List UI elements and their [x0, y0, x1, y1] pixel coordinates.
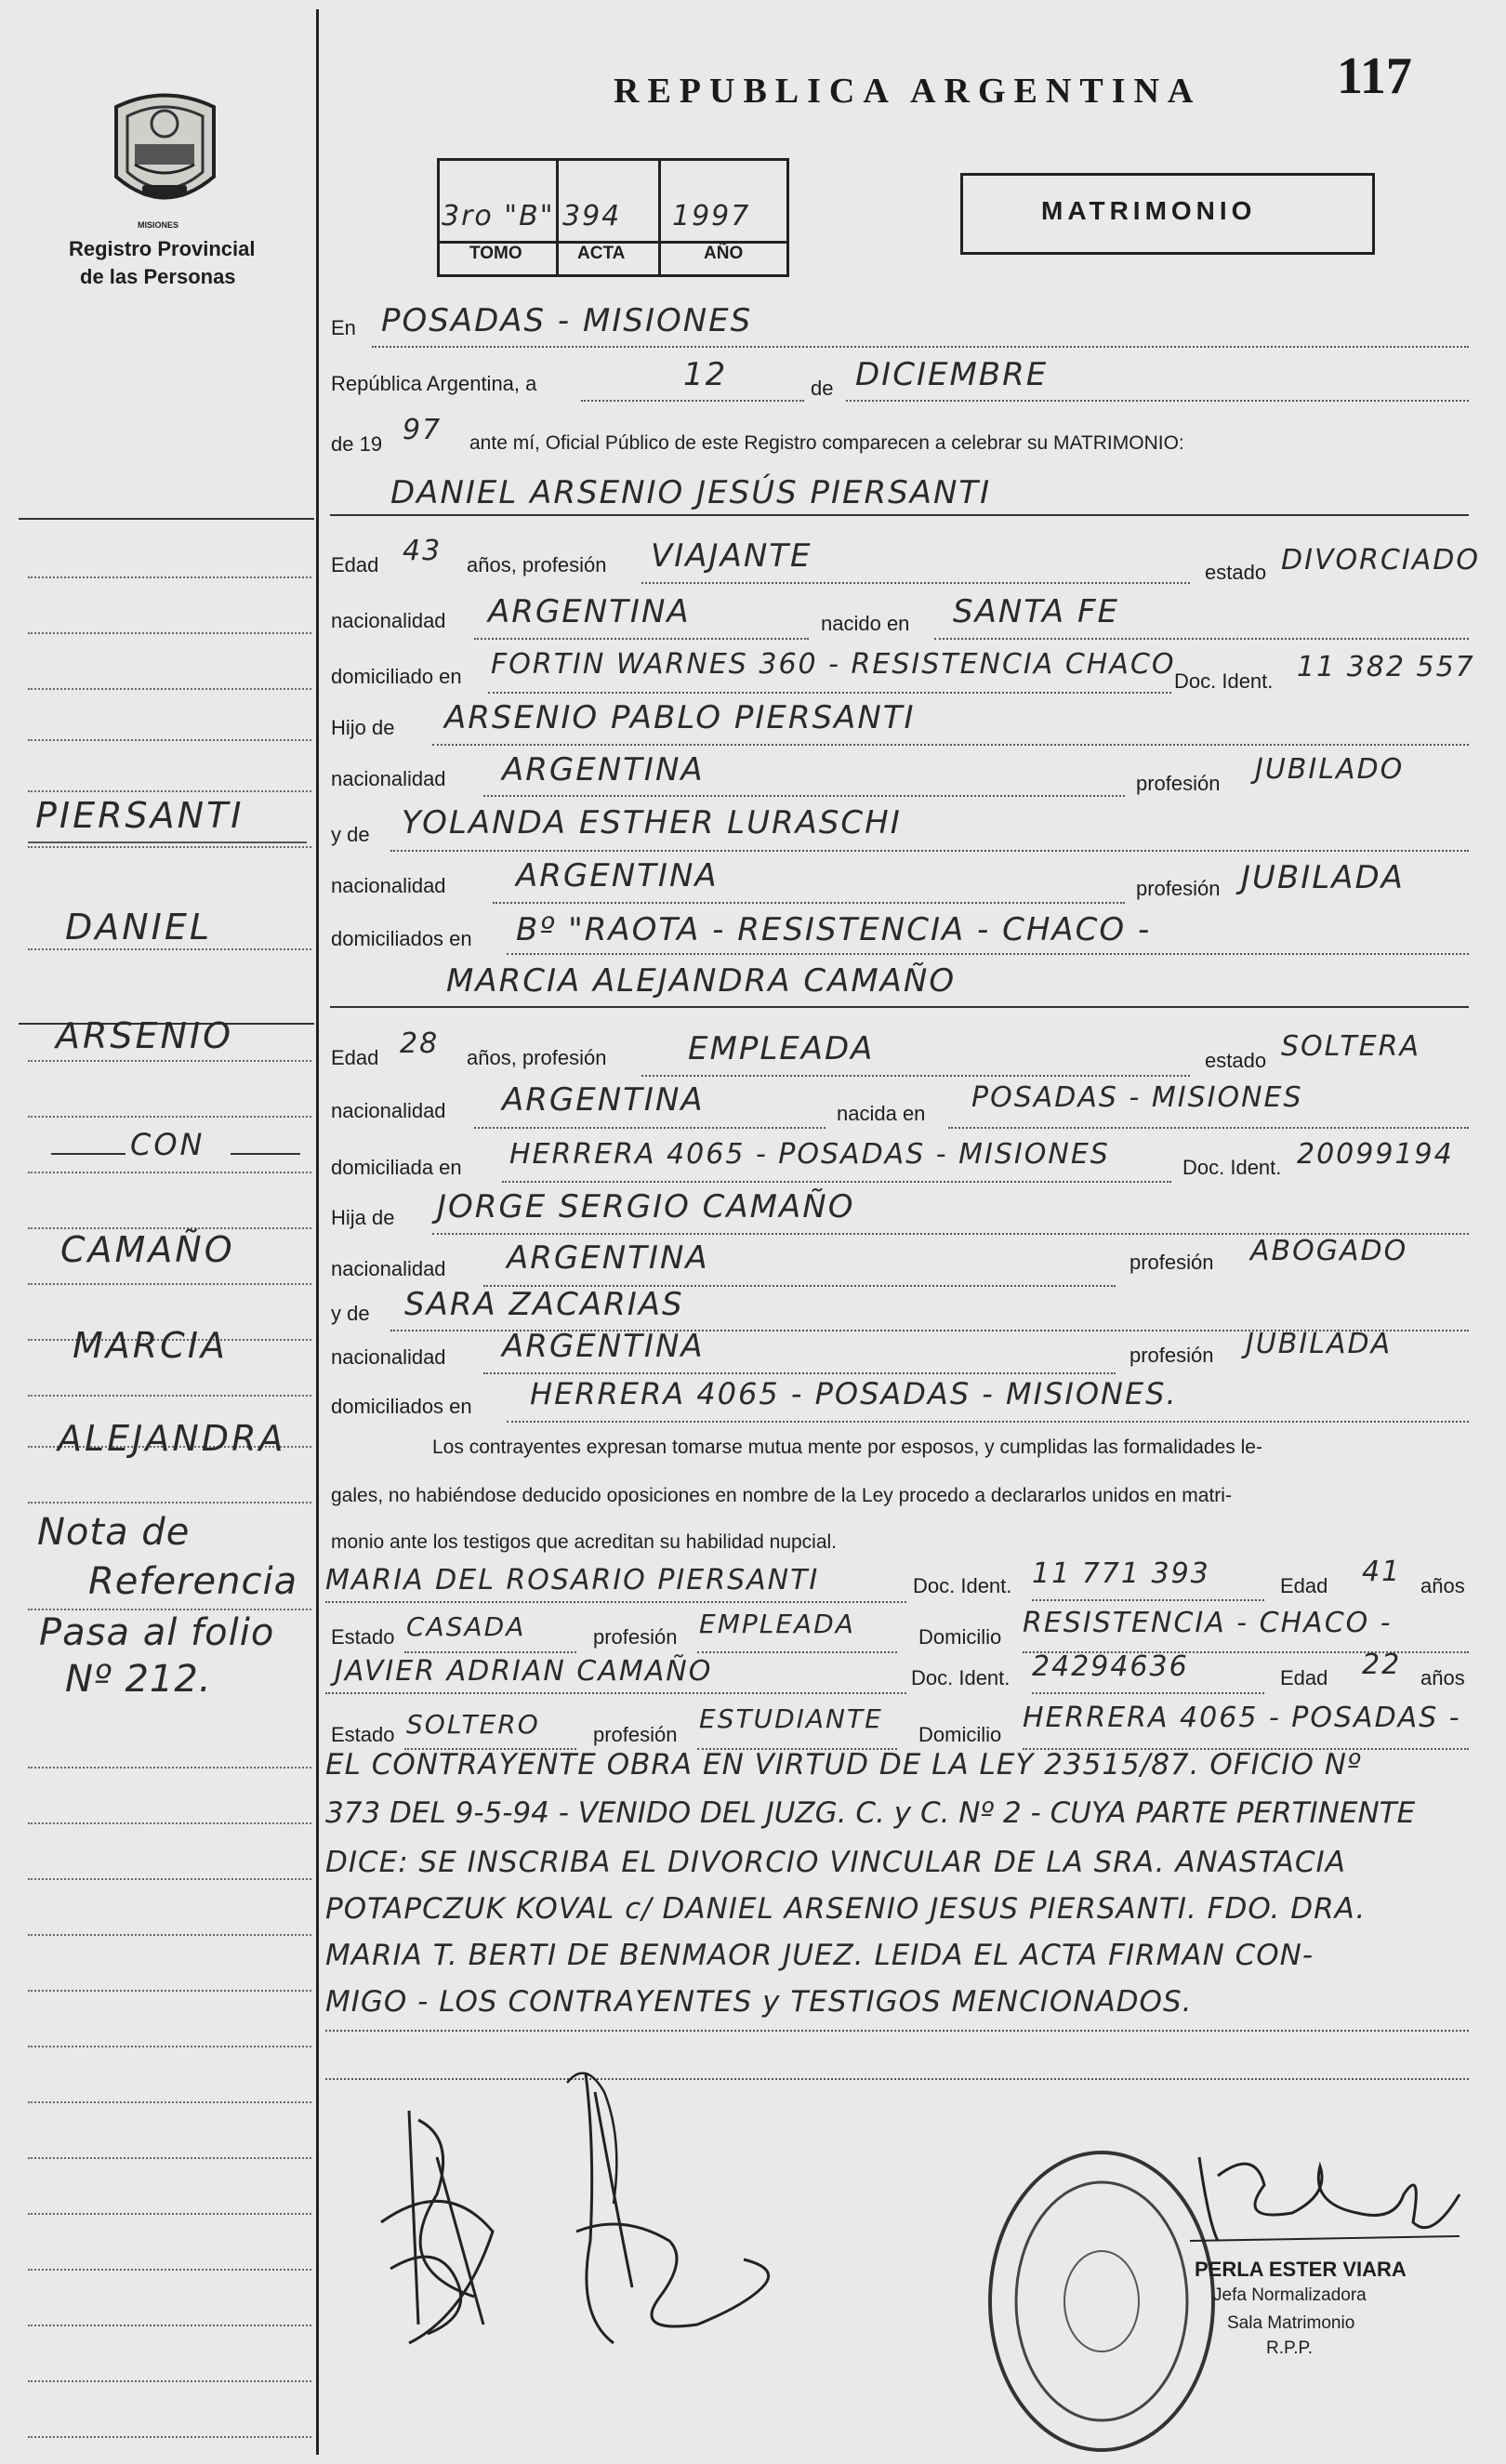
- registry-name-line1: Registro Provincial: [69, 237, 256, 260]
- bride-edad: 28: [400, 1027, 440, 1060]
- margin-name-arsenio: ARSENIO: [56, 1015, 234, 1056]
- place-value: POSADAS - MISIONES: [381, 302, 753, 339]
- groom-nac-label: nacionalidad: [331, 609, 446, 632]
- margin-con: CON: [130, 1127, 205, 1162]
- groom-edad: 43: [403, 535, 443, 567]
- margin-note-line2: Referencia: [88, 1560, 298, 1603]
- margin-surname: PIERSANTI: [35, 795, 244, 836]
- groom-name: DANIEL ARSENIO JESÚS PIERSANTI: [390, 474, 992, 511]
- note-line: DICE: SE INSCRIBA EL DIVORCIO VINCULAR DE LA SRA. ANASTACIA: [325, 1846, 1346, 1879]
- bride-nac-label: nacionalidad: [331, 1099, 446, 1122]
- note-line: MARIA T. BERTI DE BENMAOR JUEZ. LEIDA EL ACTA FIRMAN CON-: [325, 1939, 1314, 1972]
- year-prefix: de 19: [331, 432, 383, 456]
- groom-hijo-label: Hijo de: [331, 716, 395, 739]
- witness2-doc: 24294636: [1032, 1650, 1189, 1683]
- country-title: REPUBLICA ARGENTINA: [614, 72, 1202, 111]
- emblem-caption: MISIONES: [138, 220, 179, 230]
- groom-yde-label: y de: [331, 823, 370, 846]
- declaration-line3: monio ante los testigos que acreditan su habilidad nupcial.: [331, 1531, 838, 1553]
- official-name: PERLA ESTER VIARA: [1195, 2258, 1407, 2281]
- bride-estado-label: estado: [1205, 1049, 1267, 1072]
- groom-profesion: VIAJANTE: [651, 537, 812, 575]
- groom-madre-nac-label: nacionalidad: [331, 874, 446, 897]
- bride-madre-prof-label: profesión: [1130, 1344, 1214, 1367]
- month-de-label: de: [811, 377, 834, 400]
- witness1-domicilio: RESISTENCIA - CHACO -: [1023, 1607, 1393, 1639]
- witness1-edad-label: Edad: [1280, 1574, 1328, 1597]
- witness1-doc-label: Doc. Ident.: [913, 1574, 1012, 1597]
- bride-nacida: POSADAS - MISIONES: [971, 1081, 1303, 1114]
- witness1-prof-label: profesión: [593, 1625, 678, 1649]
- witness1-doc: 11 771 393: [1032, 1557, 1210, 1590]
- groom-doc: 11 382 557: [1297, 651, 1475, 683]
- witness2-prof-label: profesión: [593, 1723, 678, 1746]
- margin-note-line3: Pasa al folio: [39, 1611, 275, 1654]
- record-type-label: MATRIMONIO: [1041, 196, 1257, 225]
- en-label: En: [331, 316, 356, 339]
- groom-padre-prof: JUBILADO: [1255, 753, 1405, 786]
- acta-label: ACTA: [577, 244, 626, 263]
- groom-padre-nac: ARGENTINA: [502, 751, 705, 788]
- groom-nacido: SANTA FE: [953, 593, 1120, 630]
- bride-madre-prof: JUBILADA: [1246, 1328, 1393, 1360]
- bride-padre-nac-label: nacionalidad: [331, 1257, 446, 1280]
- witness2-estado-label: Estado: [331, 1723, 395, 1746]
- official-title2: Sala Matrimonio: [1227, 2313, 1355, 2333]
- groom-nacido-label: nacido en: [821, 612, 910, 635]
- registry-emblem-icon: [107, 88, 223, 219]
- bride-madre-nac: ARGENTINA: [502, 1328, 705, 1365]
- groom-dom-label: domiciliado en: [331, 665, 462, 688]
- ante-text: ante mí, Oficial Público de este Registro comparecen a celebrar su MATRIMONIO:: [469, 432, 1184, 454]
- bride-estado: SOLTERA: [1281, 1030, 1420, 1063]
- bride-padres-dom: HERRERA 4065 - POSADAS - MISIONES.: [530, 1376, 1178, 1411]
- day-value: 12: [683, 356, 728, 393]
- page-number: 117: [1337, 47, 1412, 105]
- groom-nac: ARGENTINA: [488, 593, 691, 630]
- bride-profesion-label: años, profesión: [467, 1046, 607, 1069]
- witness1-estado-label: Estado: [331, 1625, 395, 1649]
- groom-edad-label: Edad: [331, 553, 379, 576]
- witness1-estado: CASADA: [406, 1611, 526, 1642]
- groom-madre-nac: ARGENTINA: [516, 857, 719, 894]
- bride-edad-label: Edad: [331, 1046, 379, 1069]
- republica-label: República Argentina, a: [331, 372, 537, 395]
- witness2-domicilio: HERRERA 4065 - POSADAS -: [1023, 1702, 1461, 1734]
- witness2-edad: 22: [1362, 1649, 1402, 1681]
- margin-surname-camano: CAMAÑO: [60, 1229, 235, 1270]
- bride-madre: SARA ZACARIAS: [404, 1286, 684, 1323]
- tomo-label: TOMO: [469, 244, 522, 263]
- witness1-prof: EMPLEADA: [699, 1609, 855, 1639]
- bride-profesion: EMPLEADA: [688, 1030, 875, 1067]
- bride-padres-dom-label: domiciliados en: [331, 1395, 472, 1418]
- witness2-dom-label: Domicilio: [918, 1723, 1002, 1746]
- groom-padre-prof-label: profesión: [1136, 772, 1221, 795]
- bride-padre-prof-label: profesión: [1130, 1251, 1214, 1274]
- witness2-anios-label: años: [1420, 1666, 1465, 1689]
- bride-padre-prof: ABOGADO: [1250, 1235, 1408, 1267]
- witness2-name: JAVIER ADRIAN CAMAÑO: [335, 1655, 713, 1688]
- declaration-line2: gales, no habiéndose deducido oposiciones en nombre de la Ley procedo a declararlos unidos en matri-: [331, 1485, 1232, 1506]
- bride-nacida-label: nacida en: [837, 1102, 926, 1125]
- year-suffix: 97: [403, 414, 443, 446]
- bride-doc-label: Doc. Ident.: [1182, 1156, 1282, 1179]
- witness2-prof: ESTUDIANTE: [699, 1703, 883, 1734]
- margin-name-marcia: MARCIA: [73, 1325, 228, 1366]
- witness2-doc-label: Doc. Ident.: [911, 1666, 1011, 1689]
- anio-value: 1997: [672, 200, 751, 232]
- bride-name: MARCIA ALEJANDRA CAMAÑO: [446, 962, 957, 1000]
- bride-domicilio: HERRERA 4065 - POSADAS - MISIONES: [509, 1138, 1110, 1171]
- bride-hija-label: Hija de: [331, 1206, 395, 1229]
- groom-estado: DIVORCIADO: [1281, 544, 1480, 576]
- groom-padre: ARSENIO PABLO PIERSANTI: [444, 699, 916, 736]
- groom-padre-nac-label: nacionalidad: [331, 767, 446, 790]
- groom-madre: YOLANDA ESTHER LURASCHI: [402, 804, 902, 841]
- note-line: POTAPCZUK KOVAL c/ DANIEL ARSENIO JESUS PIERSANTI. FDO. DRA.: [325, 1892, 1367, 1926]
- signature-groom-icon: [353, 2083, 539, 2362]
- margin-divider: [316, 9, 319, 2455]
- groom-domicilio: FORTIN WARNES 360 - RESISTENCIA CHACO: [491, 648, 1176, 681]
- witness1-dom-label: Domicilio: [918, 1625, 1002, 1649]
- groom-madre-prof: JUBILADA: [1241, 859, 1405, 896]
- bride-padre: JORGE SERGIO CAMAÑO: [437, 1188, 855, 1225]
- note-line: EL CONTRAYENTE OBRA EN VIRTUD DE LA LEY 23515/87. OFICIO Nº: [325, 1748, 1362, 1782]
- witness1-name: MARIA DEL ROSARIO PIERSANTI: [325, 1564, 820, 1596]
- witness1-edad: 41: [1362, 1556, 1402, 1588]
- tomo-value: 3ro "B": [442, 200, 555, 232]
- bride-madre-nac-label: nacionalidad: [331, 1345, 446, 1369]
- anio-label: AÑO: [704, 244, 744, 263]
- bride-padre-nac: ARGENTINA: [507, 1239, 709, 1277]
- bride-nac: ARGENTINA: [502, 1081, 705, 1119]
- official-title3: R.P.P.: [1266, 2338, 1314, 2358]
- groom-madre-prof-label: profesión: [1136, 877, 1221, 900]
- official-title1: Jefa Normalizadora: [1213, 2285, 1367, 2305]
- margin-name-daniel: DANIEL: [65, 907, 213, 947]
- witness2-edad-label: Edad: [1280, 1666, 1328, 1689]
- groom-doc-label: Doc. Ident.: [1174, 669, 1274, 693]
- signature-official-icon: [1181, 2139, 1469, 2259]
- bride-dom-label: domiciliada en: [331, 1156, 462, 1179]
- month-value: DICIEMBRE: [855, 356, 1049, 393]
- groom-estado-label: estado: [1205, 561, 1267, 584]
- groom-padres-dom: Bº "RAOTA - RESISTENCIA - CHACO -: [516, 911, 1152, 948]
- groom-padres-dom-label: domiciliados en: [331, 927, 472, 950]
- signature-bride-icon: [558, 2055, 799, 2362]
- margin-note-line1: Nota de: [37, 1511, 191, 1554]
- witness1-anios-label: años: [1420, 1574, 1465, 1597]
- note-line: 373 DEL 9-5-94 - VENIDO DEL JUZG. C. y C. Nº 2 - CUYA PARTE PERTINENTE: [325, 1796, 1416, 1830]
- bride-doc: 20099194: [1297, 1138, 1454, 1171]
- witness2-estado: SOLTERO: [406, 1709, 540, 1740]
- acta-value: 394: [562, 200, 622, 232]
- note-line: MIGO - LOS CONTRAYENTES y TESTIGOS MENCIONADOS.: [325, 1985, 1193, 2019]
- margin-note-line4: Nº 212.: [65, 1658, 212, 1701]
- bride-yde-label: y de: [331, 1302, 370, 1325]
- registry-name-line2: de las Personas: [80, 265, 236, 288]
- groom-profesion-label: años, profesión: [467, 553, 607, 576]
- margin-name-alejandra: ALEJANDRA: [58, 1418, 286, 1459]
- declaration-line1: Los contrayentes expresan tomarse mutua mente por esposos, y cumplidas las formalidades le-: [432, 1437, 1262, 1458]
